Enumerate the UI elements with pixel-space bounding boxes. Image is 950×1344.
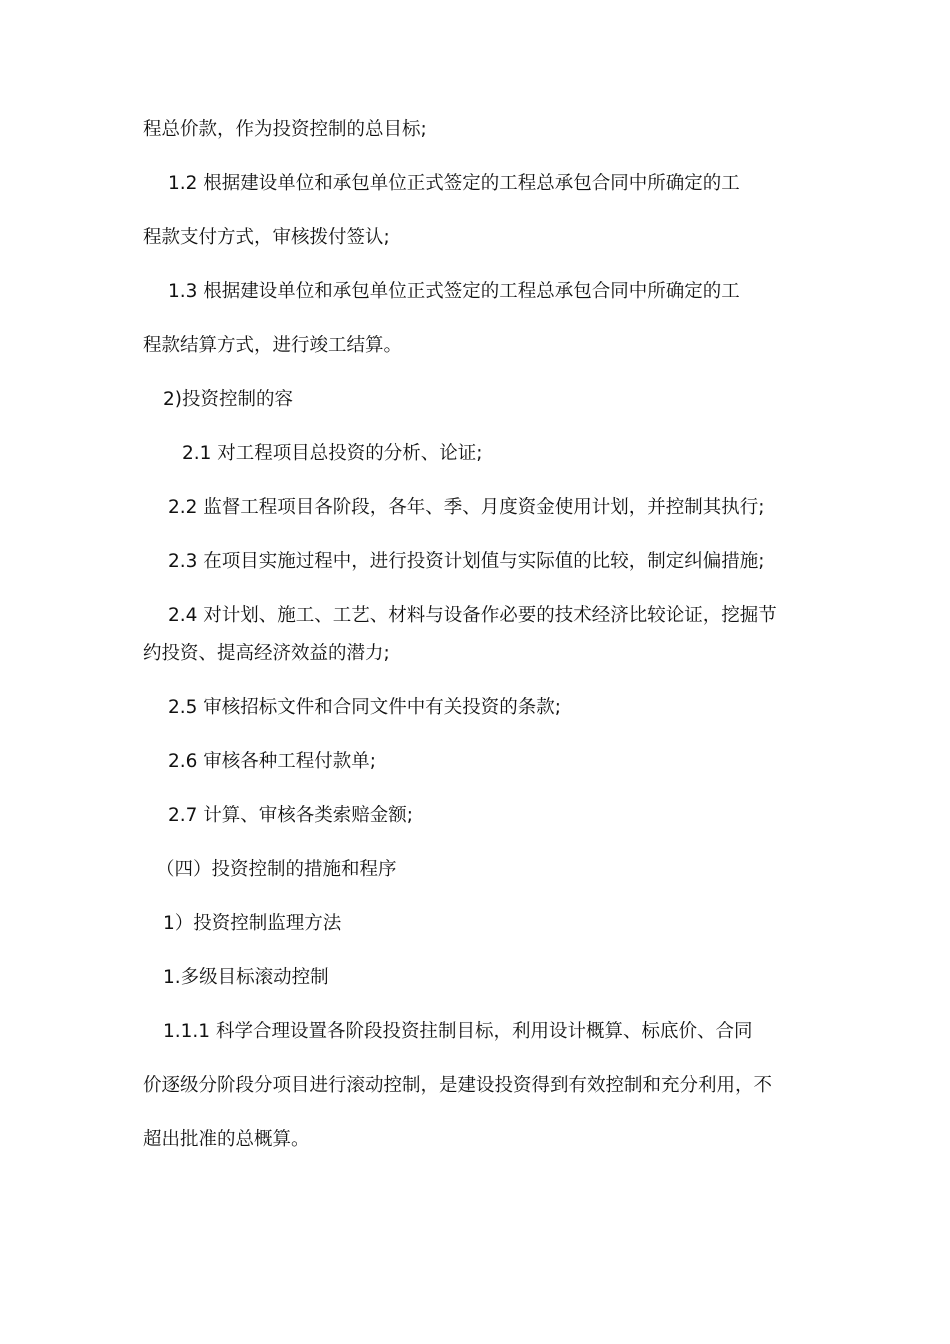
text-line: 1.2 根据建设单位和承包单位正式签定的工程总承包合同中所确定的工 [168,173,740,194]
text-line: 2.7 计算、审核各类索赔金额; [168,805,414,826]
text-line: 超出批准的总概算。 [143,1129,310,1150]
text-line: 2.3 在项目实施过程中，进行投资计划值与实际值的比较，制定纠偏措施; [168,551,765,572]
text-line: 程款支付方式，审核拨付签认; [143,227,390,248]
text-line: 1.1.1 科学合理设置各阶段投资拄制目标，利用设计概算、标底价、合同 [163,1021,753,1042]
text-line: 1.3 根据建设单位和承包单位正式签定的工程总承包合同中所确定的工 [168,281,740,302]
section-heading: 1.多级目标滚动控制 [163,967,329,988]
text-line: 2.1 对工程项目总投资的分析、论证; [182,443,483,464]
text-line: 约投资、提高经济效益的潜力; [143,643,390,664]
text-line: 2.5 审核招标文件和合同文件中有关投资的条款; [168,697,562,718]
text-line: 程款结算方式，进行竣工结算。 [143,335,403,356]
section-heading: （四）投资控制的措施和程序 [156,859,397,880]
text-line: 价逐级分阶段分项目进行滚动控制，是建设投资得到有效控制和充分利用，不 [143,1075,773,1096]
text-line: 程总价款，作为投资控制的总目标; [143,119,427,140]
text-line: 2.6 审核各种工程付款单; [168,751,377,772]
text-line: 2.4 对计划、施工、工艺、材料与设备作必要的技术经济比较论证，挖掘节 [168,605,777,626]
section-heading: 2)投资控制的容 [163,389,293,410]
section-heading: 1）投资控制监理方法 [163,913,342,934]
text-line: 2.2 监督工程项目各阶段，各年、季、月度资金使用计划，并控制其执行; [168,497,765,518]
